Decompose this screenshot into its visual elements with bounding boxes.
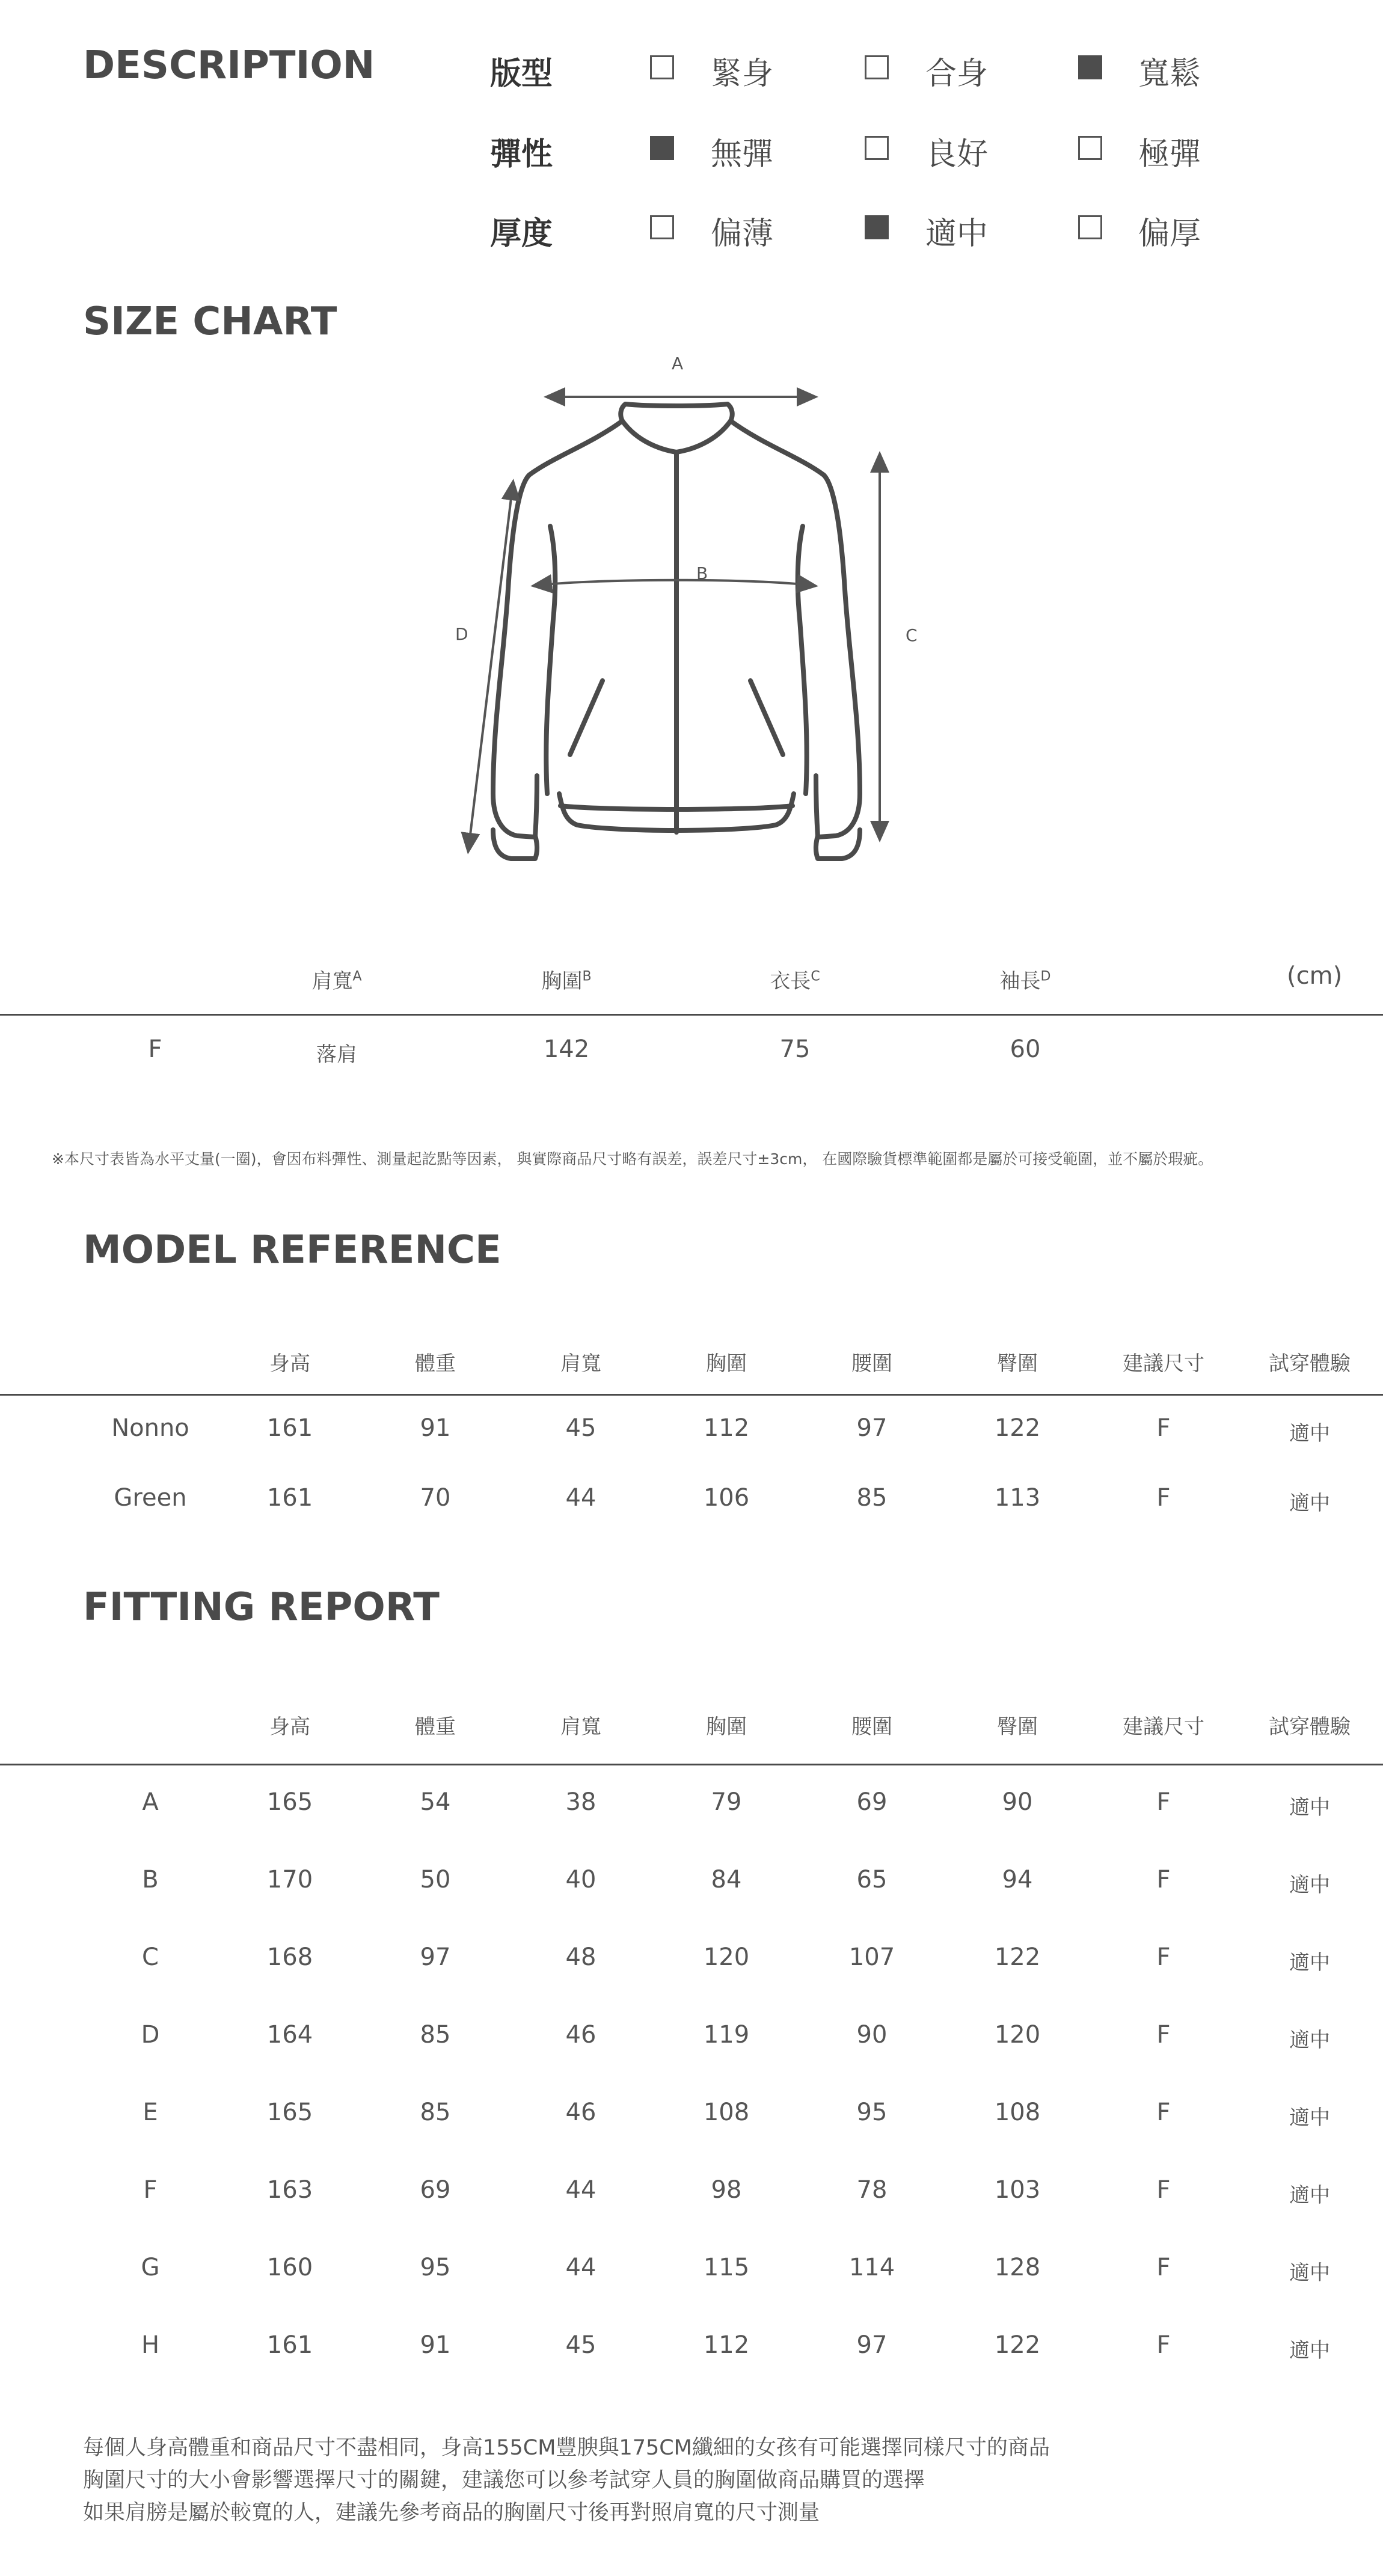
fitting-table-cell: 94: [1002, 1866, 1033, 1894]
fitting-table-cell: 85: [420, 2099, 451, 2126]
fitting-table-cell: 163: [266, 2176, 313, 2204]
model-table-cell: 85: [856, 1484, 888, 1512]
left-pocket: [570, 681, 603, 755]
description-option-label: 極彈: [1138, 136, 1201, 173]
right-pocket: [750, 681, 783, 755]
model-table-cell: 44: [565, 1484, 596, 1512]
fitting-table-cell: 90: [1002, 1788, 1033, 1816]
model-table-cell: 112: [703, 1414, 750, 1442]
checkbox-checked: [650, 136, 674, 160]
fitting-table-cell: 69: [420, 2176, 451, 2204]
fitting-table-row-name: C: [142, 1943, 159, 1971]
fitting-table-cell: 108: [703, 2099, 750, 2126]
fitting-table-row-name: F: [143, 2176, 158, 2204]
fitting-table-cell: 44: [565, 2176, 596, 2204]
size-header-sup: B: [582, 969, 592, 984]
fitting-table-cell: 48: [565, 1943, 596, 1971]
fitting-table-cell: 165: [266, 2099, 313, 2126]
description-option-label: 偏厚: [1138, 216, 1201, 252]
model-table-cell: 適中: [1289, 1421, 1330, 1446]
arrow-d: [469, 488, 512, 845]
fitting-table-cell: 65: [856, 1866, 888, 1894]
fitting-table-header: 胸圍: [706, 1715, 747, 1739]
description-row-label: 版型: [490, 56, 553, 92]
model-table-header: 腰圍: [851, 1352, 892, 1376]
fitting-table-cell: F: [1156, 2331, 1171, 2359]
fitting-table-cell: 164: [266, 2021, 313, 2049]
fitting-table-cell: 112: [703, 2331, 750, 2359]
fitting-table-cell: 適中: [1289, 2183, 1330, 2207]
fitting-report-title: FITTING REPORT: [83, 1585, 440, 1630]
fitting-table-cell: 160: [266, 2254, 313, 2281]
footer-note-1: 每個人身高體重和商品尺寸不盡相同，身高155CM豐腴與175CM纖細的女孩有可能選擇同樣尺寸的商品: [83, 2436, 1050, 2460]
description-row-label: 厚度: [490, 216, 553, 252]
fitting-table-divider: [0, 1764, 1383, 1765]
description-option-label: 合身: [925, 56, 989, 92]
size-table-cell: 60: [1010, 1035, 1041, 1063]
fitting-table-cell: F: [1156, 1866, 1171, 1894]
model-table-header: 體重: [415, 1352, 456, 1376]
fitting-table-cell: 46: [565, 2021, 596, 2049]
description-row-label: 彈性: [490, 136, 553, 173]
fitting-table-header: 身高: [269, 1715, 310, 1739]
fitting-table-cell: 122: [994, 2331, 1041, 2359]
fitting-table-cell: 115: [703, 2254, 750, 2281]
fitting-table-cell: 適中: [1289, 2028, 1330, 2052]
size-table-header: [770, 964, 820, 994]
size-table-cell: 落肩: [316, 1043, 357, 1067]
size-table-divider: [0, 1014, 1383, 1016]
fitting-table-cell: 95: [420, 2254, 451, 2281]
fitting-table-cell: 適中: [1289, 2338, 1330, 2363]
fitting-table-cell: 103: [994, 2176, 1041, 2204]
fitting-table-cell: F: [1156, 2021, 1171, 2049]
fitting-table-cell: 97: [420, 1943, 451, 1971]
collar-outline: [621, 404, 732, 421]
model-table-cell: 91: [420, 1414, 451, 1442]
fitting-table-header: 腰圍: [851, 1715, 892, 1739]
fitting-table-row-name: H: [141, 2331, 160, 2359]
size-header-sup: C: [811, 969, 820, 984]
checkbox-unchecked: [650, 215, 674, 239]
model-table-row-name: Nonno: [111, 1414, 189, 1442]
size-table-header: [311, 964, 361, 994]
fitting-table-cell: 45: [565, 2331, 596, 2359]
model-table-divider: [0, 1394, 1383, 1396]
fitting-table-cell: 95: [856, 2099, 888, 2126]
fitting-table-cell: F: [1156, 1943, 1171, 1971]
fitting-table-header: 體重: [415, 1715, 456, 1739]
fitting-table-cell: 40: [565, 1866, 596, 1894]
diagram-label-b: B: [696, 563, 708, 583]
fitting-table-header: 建議尺寸: [1123, 1715, 1204, 1739]
jacket-diagram: [421, 349, 962, 872]
checkbox-unchecked: [865, 136, 889, 160]
fitting-table-cell: 適中: [1289, 2106, 1330, 2130]
fitting-table-cell: 161: [266, 2331, 313, 2359]
diagram-label-d: D: [455, 624, 468, 644]
fitting-table-cell: 適中: [1289, 2261, 1330, 2285]
fitting-table-cell: 122: [994, 1943, 1041, 1971]
fitting-table-cell: 38: [565, 1788, 596, 1816]
model-table-cell: F: [1156, 1484, 1171, 1512]
checkbox-checked: [865, 215, 889, 239]
description-option-label: 寬鬆: [1138, 56, 1201, 92]
fitting-table-cell: 適中: [1289, 1873, 1330, 1897]
fitting-table-cell: 108: [994, 2099, 1041, 2126]
size-row-label: F: [148, 1035, 162, 1063]
right-sleeve-outline: [731, 421, 860, 837]
size-header-text: 衣長: [770, 969, 811, 993]
fitting-table-cell: 84: [711, 1866, 742, 1894]
description-option-label: 良好: [925, 136, 989, 173]
model-table-header: 臀圍: [997, 1352, 1038, 1376]
fitting-table-cell: 90: [856, 2021, 888, 2049]
fitting-table-cell: F: [1156, 1788, 1171, 1816]
checkbox-unchecked: [1078, 215, 1102, 239]
model-table-header: 身高: [269, 1352, 310, 1376]
model-table-cell: 97: [856, 1414, 888, 1442]
model-table-header: 胸圍: [706, 1352, 747, 1376]
fitting-table-cell: 128: [994, 2254, 1041, 2281]
model-table-header: 建議尺寸: [1123, 1352, 1204, 1376]
checkbox-unchecked: [650, 55, 674, 79]
size-header-sup: A: [352, 969, 362, 984]
checkbox-unchecked: [865, 55, 889, 79]
size-table-header: [541, 964, 591, 994]
fitting-table-cell: 165: [266, 1788, 313, 1816]
fitting-table-cell: 適中: [1289, 1951, 1330, 1975]
model-table-cell: 161: [266, 1484, 313, 1512]
fitting-table-cell: 44: [565, 2254, 596, 2281]
fitting-table-row-name: E: [143, 2099, 158, 2126]
footer-note-3: 如果肩膀是屬於較寬的人，建議先參考商品的胸圍尺寸後再對照肩寬的尺寸測量: [83, 2501, 820, 2525]
unit-label: (cm): [1287, 962, 1343, 990]
description-option-label: 緊身: [711, 56, 774, 92]
size-header-text: 肩寬: [311, 969, 353, 993]
fitting-table-cell: 69: [856, 1788, 888, 1816]
fitting-table-row-name: B: [142, 1866, 159, 1894]
model-table-header: 試穿體驗: [1269, 1352, 1351, 1376]
description-title: DESCRIPTION: [83, 43, 375, 88]
diagram-label-c: C: [906, 625, 918, 645]
description-option-label: 適中: [925, 216, 989, 252]
fitting-table-cell: 114: [848, 2254, 895, 2281]
fitting-table-cell: 91: [420, 2331, 451, 2359]
fitting-table-row-name: D: [141, 2021, 160, 2049]
diagram-label-a: A: [672, 354, 684, 373]
fitting-table-header: 肩寬: [560, 1715, 601, 1739]
fitting-table-cell: 97: [856, 2331, 888, 2359]
fitting-table-cell: F: [1156, 2099, 1171, 2126]
fitting-table-cell: 120: [994, 2021, 1041, 2049]
fitting-table-cell: 79: [711, 1788, 742, 1816]
fitting-table-cell: 170: [266, 1866, 313, 1894]
model-table-cell: 適中: [1289, 1491, 1330, 1515]
fitting-table-row-name: G: [141, 2254, 160, 2281]
description-option-label: 偏薄: [711, 216, 774, 252]
size-header-text: 袖長: [999, 969, 1041, 993]
fitting-table-header: 試穿體驗: [1269, 1715, 1351, 1739]
model-table-cell: 122: [994, 1414, 1041, 1442]
fitting-table-row-name: A: [142, 1788, 159, 1816]
fitting-table-cell: F: [1156, 2176, 1171, 2204]
size-chart-title: SIZE CHART: [83, 299, 337, 344]
size-header-text: 胸圍: [541, 969, 583, 993]
fitting-table-cell: 78: [856, 2176, 888, 2204]
fitting-table-cell: 98: [711, 2176, 742, 2204]
model-reference-title: MODEL REFERENCE: [83, 1228, 501, 1272]
checkbox-unchecked: [1078, 136, 1102, 160]
description-option-label: 無彈: [711, 136, 774, 173]
fitting-table-cell: 50: [420, 1866, 451, 1894]
size-table-cell: 75: [779, 1035, 811, 1063]
model-table-cell: 113: [994, 1484, 1041, 1512]
fitting-table-cell: 適中: [1289, 1796, 1330, 1820]
fitting-table-cell: 107: [848, 1943, 895, 1971]
model-table-header: 肩寬: [560, 1352, 601, 1376]
model-table-row-name: Green: [114, 1484, 187, 1512]
model-table-cell: 161: [266, 1414, 313, 1442]
fitting-table-cell: F: [1156, 2254, 1171, 2281]
fitting-table-cell: 85: [420, 2021, 451, 2049]
fitting-table-header: 臀圍: [997, 1715, 1038, 1739]
checkbox-checked: [1078, 55, 1102, 79]
fitting-table-cell: 120: [703, 1943, 750, 1971]
fitting-table-cell: 46: [565, 2099, 596, 2126]
size-header-sup: D: [1040, 969, 1051, 984]
model-table-cell: 45: [565, 1414, 596, 1442]
size-note: ※本尺寸表皆為水平丈量(一圈)，會因布料彈性、測量起訖點等因素， 與實際商品尺寸略有誤差，誤差尺寸±3cm， 在國際驗貨標準範圍都是屬於可接受範圍，並不屬於瑕疵。: [52, 1150, 1213, 1168]
model-table-cell: 106: [703, 1484, 750, 1512]
size-table-cell: 142: [543, 1035, 590, 1063]
model-table-cell: 70: [420, 1484, 451, 1512]
footer-notes: [83, 2432, 1050, 2529]
left-sleeve-outline: [493, 421, 622, 837]
fitting-table-cell: 54: [420, 1788, 451, 1816]
footer-note-2: 胸圍尺寸的大小會影響選擇尺寸的關鍵，建議您可以參考試穿人員的胸圍做商品購買的選擇: [83, 2468, 925, 2492]
size-table-header: [1000, 964, 1051, 994]
model-table-cell: F: [1156, 1414, 1171, 1442]
fitting-table-cell: 119: [703, 2021, 750, 2049]
fitting-table-cell: 168: [266, 1943, 313, 1971]
